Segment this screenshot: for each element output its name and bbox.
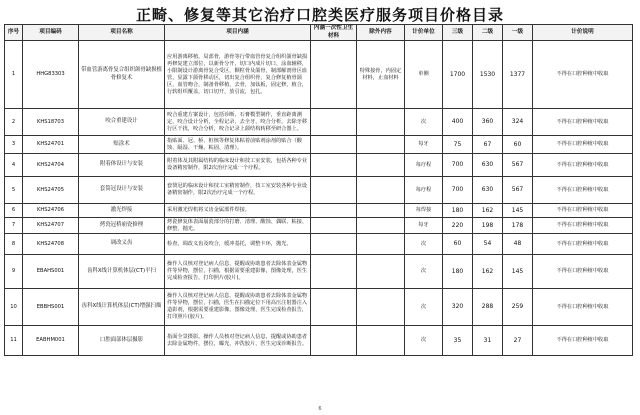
pricing-note: 不得在口腔种植中收取 — [533, 154, 633, 177]
price-level2: 162 — [473, 204, 503, 218]
item-exclusions — [357, 218, 405, 234]
item-code: KHS24701 — [23, 136, 79, 154]
item-unit: 每牙 — [405, 136, 443, 154]
price-level1: 1377 — [503, 41, 533, 109]
row-number: 7 — [5, 218, 23, 234]
pricing-note: 不得在口腔种植中收取 — [533, 289, 633, 326]
page-title: 正畸、修复等其它治疗口腔类医疗服务项目价格目录 — [135, 6, 504, 24]
item-content: 检查，调改义齿及咬合，缓冲基托，调整卡环，抛光。 — [165, 234, 311, 255]
item-name: 口腔面部体层摄影 — [79, 326, 165, 356]
price-level3: 320 — [443, 289, 473, 326]
row-number: 3 — [5, 136, 23, 154]
item-content: 操作人员核对登记病人信息，提醒或协助患者去除体表金属物件等异物，摆位，扫描，医生在扫描定位下用高压注射器注入造影剂，根据需要重建影像，图像处理，医生完成检查报告，打印照片(胶片)。 — [165, 289, 311, 326]
table-row — [5, 41, 633, 109]
item-code: EBBHS001 — [23, 289, 79, 326]
price-level3: 1700 — [443, 41, 473, 109]
table-row — [5, 154, 633, 177]
table-row — [5, 289, 633, 326]
item-material — [311, 109, 357, 136]
item-name: 咬合重建设计 — [79, 109, 165, 136]
price-level3: 400 — [443, 109, 473, 136]
item-name: 激光焊接 — [79, 204, 165, 218]
pricing-note: 不得在口腔种植中收取 — [533, 234, 633, 255]
item-name: 贴涂术 — [79, 136, 165, 154]
item-name: 调改义齿 — [79, 234, 165, 255]
item-content: 套筒冠的临床设计和技工室精密制作，技工室安装各种专业设备精密制作，限2次治疗完成一个疗程。 — [165, 177, 311, 204]
item-unit: 次 — [405, 109, 443, 136]
item-unit: 每疗程 — [405, 154, 443, 177]
header-name: 项目名称 — [79, 25, 165, 41]
item-material — [311, 204, 357, 218]
price-level2: 67 — [473, 136, 503, 154]
header-no: 序号 — [5, 25, 23, 41]
item-name: 附着体设计与安装 — [79, 154, 165, 177]
item-material — [311, 41, 357, 109]
row-number: 5 — [5, 177, 23, 204]
item-material — [311, 177, 357, 204]
item-exclusions — [357, 136, 405, 154]
item-unit: 次 — [405, 255, 443, 289]
price-level1: 567 — [503, 177, 533, 204]
price-level2: 288 — [473, 289, 503, 326]
item-code: EABHM001 — [23, 326, 79, 356]
table-row — [5, 218, 633, 234]
item-content: 咬合重建方案设计，包括诊断、石膏模型制作，垂直距离测定，咬合设计分析，全程记录，去全牙，咬合分析，去除牙移行区干扰，咬合分析，咬合记录上颌结构转移至研合器上。 — [165, 109, 311, 136]
header-price-level3: 三级 — [443, 25, 473, 41]
header-price-level1: 一级 — [503, 25, 533, 41]
item-content: 指贴面、冠、桥、桩核等修复体粘着前贴剂涂剂的贴合（酸蚀、隔湿、干燥、粘固、清理）。 — [165, 136, 311, 154]
item-content: 指面全景摄影。操作人员核对登记病人信息，提醒或协助患者去除金属物件，摆位，曝光，冲洗胶片，医生完成诊断报告。 — [165, 326, 311, 356]
row-number: 1 — [5, 41, 23, 109]
item-content: 操作人员核对登记病人信息，提醒或协助患者去除体表金属物件等异物，摆位，扫描，根据需要重建影像，图像处理，医生完成检查报告，打印照片(胶片)。 — [165, 255, 311, 289]
item-material — [311, 326, 357, 356]
price-level2: 630 — [473, 177, 503, 204]
pricing-note: 不得在口腔种植中收取 — [533, 109, 633, 136]
item-material — [311, 218, 357, 234]
table-row — [5, 109, 633, 136]
price-level2: 162 — [473, 255, 503, 289]
price-level3: 60 — [443, 234, 473, 255]
row-number: 10 — [5, 289, 23, 326]
item-code: KHS24708 — [23, 234, 79, 255]
item-content: 采用激光焊机将义齿金属部件焊接。 — [165, 204, 311, 218]
item-exclusions — [357, 255, 405, 289]
pricing-note: 不得在口腔种植中收取 — [533, 41, 633, 109]
price-level3: 700 — [443, 177, 473, 204]
item-code: KHS18703 — [23, 109, 79, 136]
item-content: 应用游离移植，局部骨，游骨等行带血管骨复合组织颌骨缺损再修复建立部位，以新骨分开，切口内成片切口，涂血辅移，小限制设计游离骨复合受区，颗粒骨及颌骨，制部解剖骨区血管，显露下颌骨移动区，切出复合组织骨，复合修复植骨颌区，血管吻合，制备骨移植，去骨，加钛板，固定修，植合，行软组织覆盖，切口切开，放引流，包扎。 — [165, 41, 311, 109]
item-name: 齿科X线计算机体层(CT)增强扫描 — [79, 289, 165, 326]
item-unit: 次 — [405, 326, 443, 356]
table-row — [5, 136, 633, 154]
item-unit: 次 — [405, 234, 443, 255]
item-exclusions — [357, 289, 405, 326]
price-level1: 567 — [503, 154, 533, 177]
row-number: 2 — [5, 109, 23, 136]
table-row — [5, 204, 633, 218]
price-level3: 700 — [443, 154, 473, 177]
price-level2: 360 — [473, 109, 503, 136]
item-content: 附着体及其附属结构的临床设计和技工室安装，包括各种专业设备精密制作，限2次治疗完成一个疗程。 — [165, 154, 311, 177]
item-code: EBAHS001 — [23, 255, 79, 289]
row-number: 6 — [5, 204, 23, 218]
row-number: 4 — [5, 154, 23, 177]
price-level1: 324 — [503, 109, 533, 136]
price-level3: 220 — [443, 218, 473, 234]
price-level3: 180 — [443, 255, 473, 289]
price-level1: 259 — [503, 289, 533, 326]
header-price-level2: 二级 — [473, 25, 503, 41]
price-level1: 48 — [503, 234, 533, 255]
row-number: 8 — [5, 234, 23, 255]
header-code: 项目编码 — [23, 25, 79, 41]
pricing-note: 不得在口腔种植中收取 — [533, 136, 633, 154]
price-level1: 178 — [503, 218, 533, 234]
item-unit: 次 — [405, 289, 443, 326]
header-unit: 计价单位 — [405, 25, 443, 41]
item-content: 烤瓷修复体表面崩瓷部分的打磨、清理、酸蚀、偶联、粘接、修整、抛光。 — [165, 218, 311, 234]
item-material — [311, 289, 357, 326]
price-level2: 31 — [473, 326, 503, 356]
price-level1: 27 — [503, 326, 533, 356]
item-name: 带血管游离骨复合组织颌骨缺损植骨修复术 — [79, 41, 165, 109]
table-row — [5, 234, 633, 255]
item-code: KHS24707 — [23, 218, 79, 234]
item-name: 套筒冠设计与安装 — [79, 177, 165, 204]
header-content: 项目内涵 — [165, 25, 311, 41]
pricing-note: 不得在口腔种植中收取 — [533, 204, 633, 218]
pricing-note: 不得在口腔种植中收取 — [533, 326, 633, 356]
item-code: KHS24704 — [23, 154, 79, 177]
item-name: 烤瓷冠桥崩瓷修理 — [79, 218, 165, 234]
price-level2: 1530 — [473, 41, 503, 109]
item-unit: 每疗程 — [405, 177, 443, 204]
table-header-row — [5, 25, 633, 41]
item-material — [311, 154, 357, 177]
pricing-note: 不得在口腔种植中收取 — [533, 177, 633, 204]
item-exclusions — [357, 109, 405, 136]
price-level3: 180 — [443, 204, 473, 218]
item-material — [311, 234, 357, 255]
price-level2: 198 — [473, 218, 503, 234]
table-row — [5, 255, 633, 289]
item-exclusions — [357, 154, 405, 177]
header-material: 内涵一次性卫生材料 — [311, 25, 357, 41]
item-exclusions — [357, 234, 405, 255]
item-material — [311, 255, 357, 289]
item-code: KHS24706 — [23, 204, 79, 218]
item-material — [311, 136, 357, 154]
pricing-note: 不得在口腔种植中收取 — [533, 255, 633, 289]
table-row — [5, 326, 633, 356]
table-row — [5, 177, 633, 204]
pricing-note: 不得在口腔种植中收取 — [533, 218, 633, 234]
price-level2: 630 — [473, 154, 503, 177]
row-number: 9 — [5, 255, 23, 289]
item-unit: 每牙 — [405, 218, 443, 234]
item-name: 齿科X线计算机体层(CT)平扫 — [79, 255, 165, 289]
item-unit: 单侧 — [405, 41, 443, 109]
price-level1: 60 — [503, 136, 533, 154]
item-exclusions: 特殊接骨，内固定材料，止血材料 — [357, 41, 405, 109]
header-note: 计价说明 — [533, 25, 633, 41]
header-exclude: 除外内容 — [357, 25, 405, 41]
price-level1: 145 — [503, 204, 533, 218]
item-exclusions — [357, 326, 405, 356]
item-code: KHS24705 — [23, 177, 79, 204]
item-unit: 每焊接 — [405, 204, 443, 218]
item-exclusions — [357, 204, 405, 218]
page-number: 6 — [318, 406, 322, 412]
item-exclusions — [357, 177, 405, 204]
price-level2: 54 — [473, 234, 503, 255]
price-table — [4, 24, 633, 356]
price-level3: 75 — [443, 136, 473, 154]
row-number: 11 — [5, 326, 23, 356]
price-level3: 35 — [443, 326, 473, 356]
item-code: HHG83303 — [23, 41, 79, 109]
price-level1: 145 — [503, 255, 533, 289]
